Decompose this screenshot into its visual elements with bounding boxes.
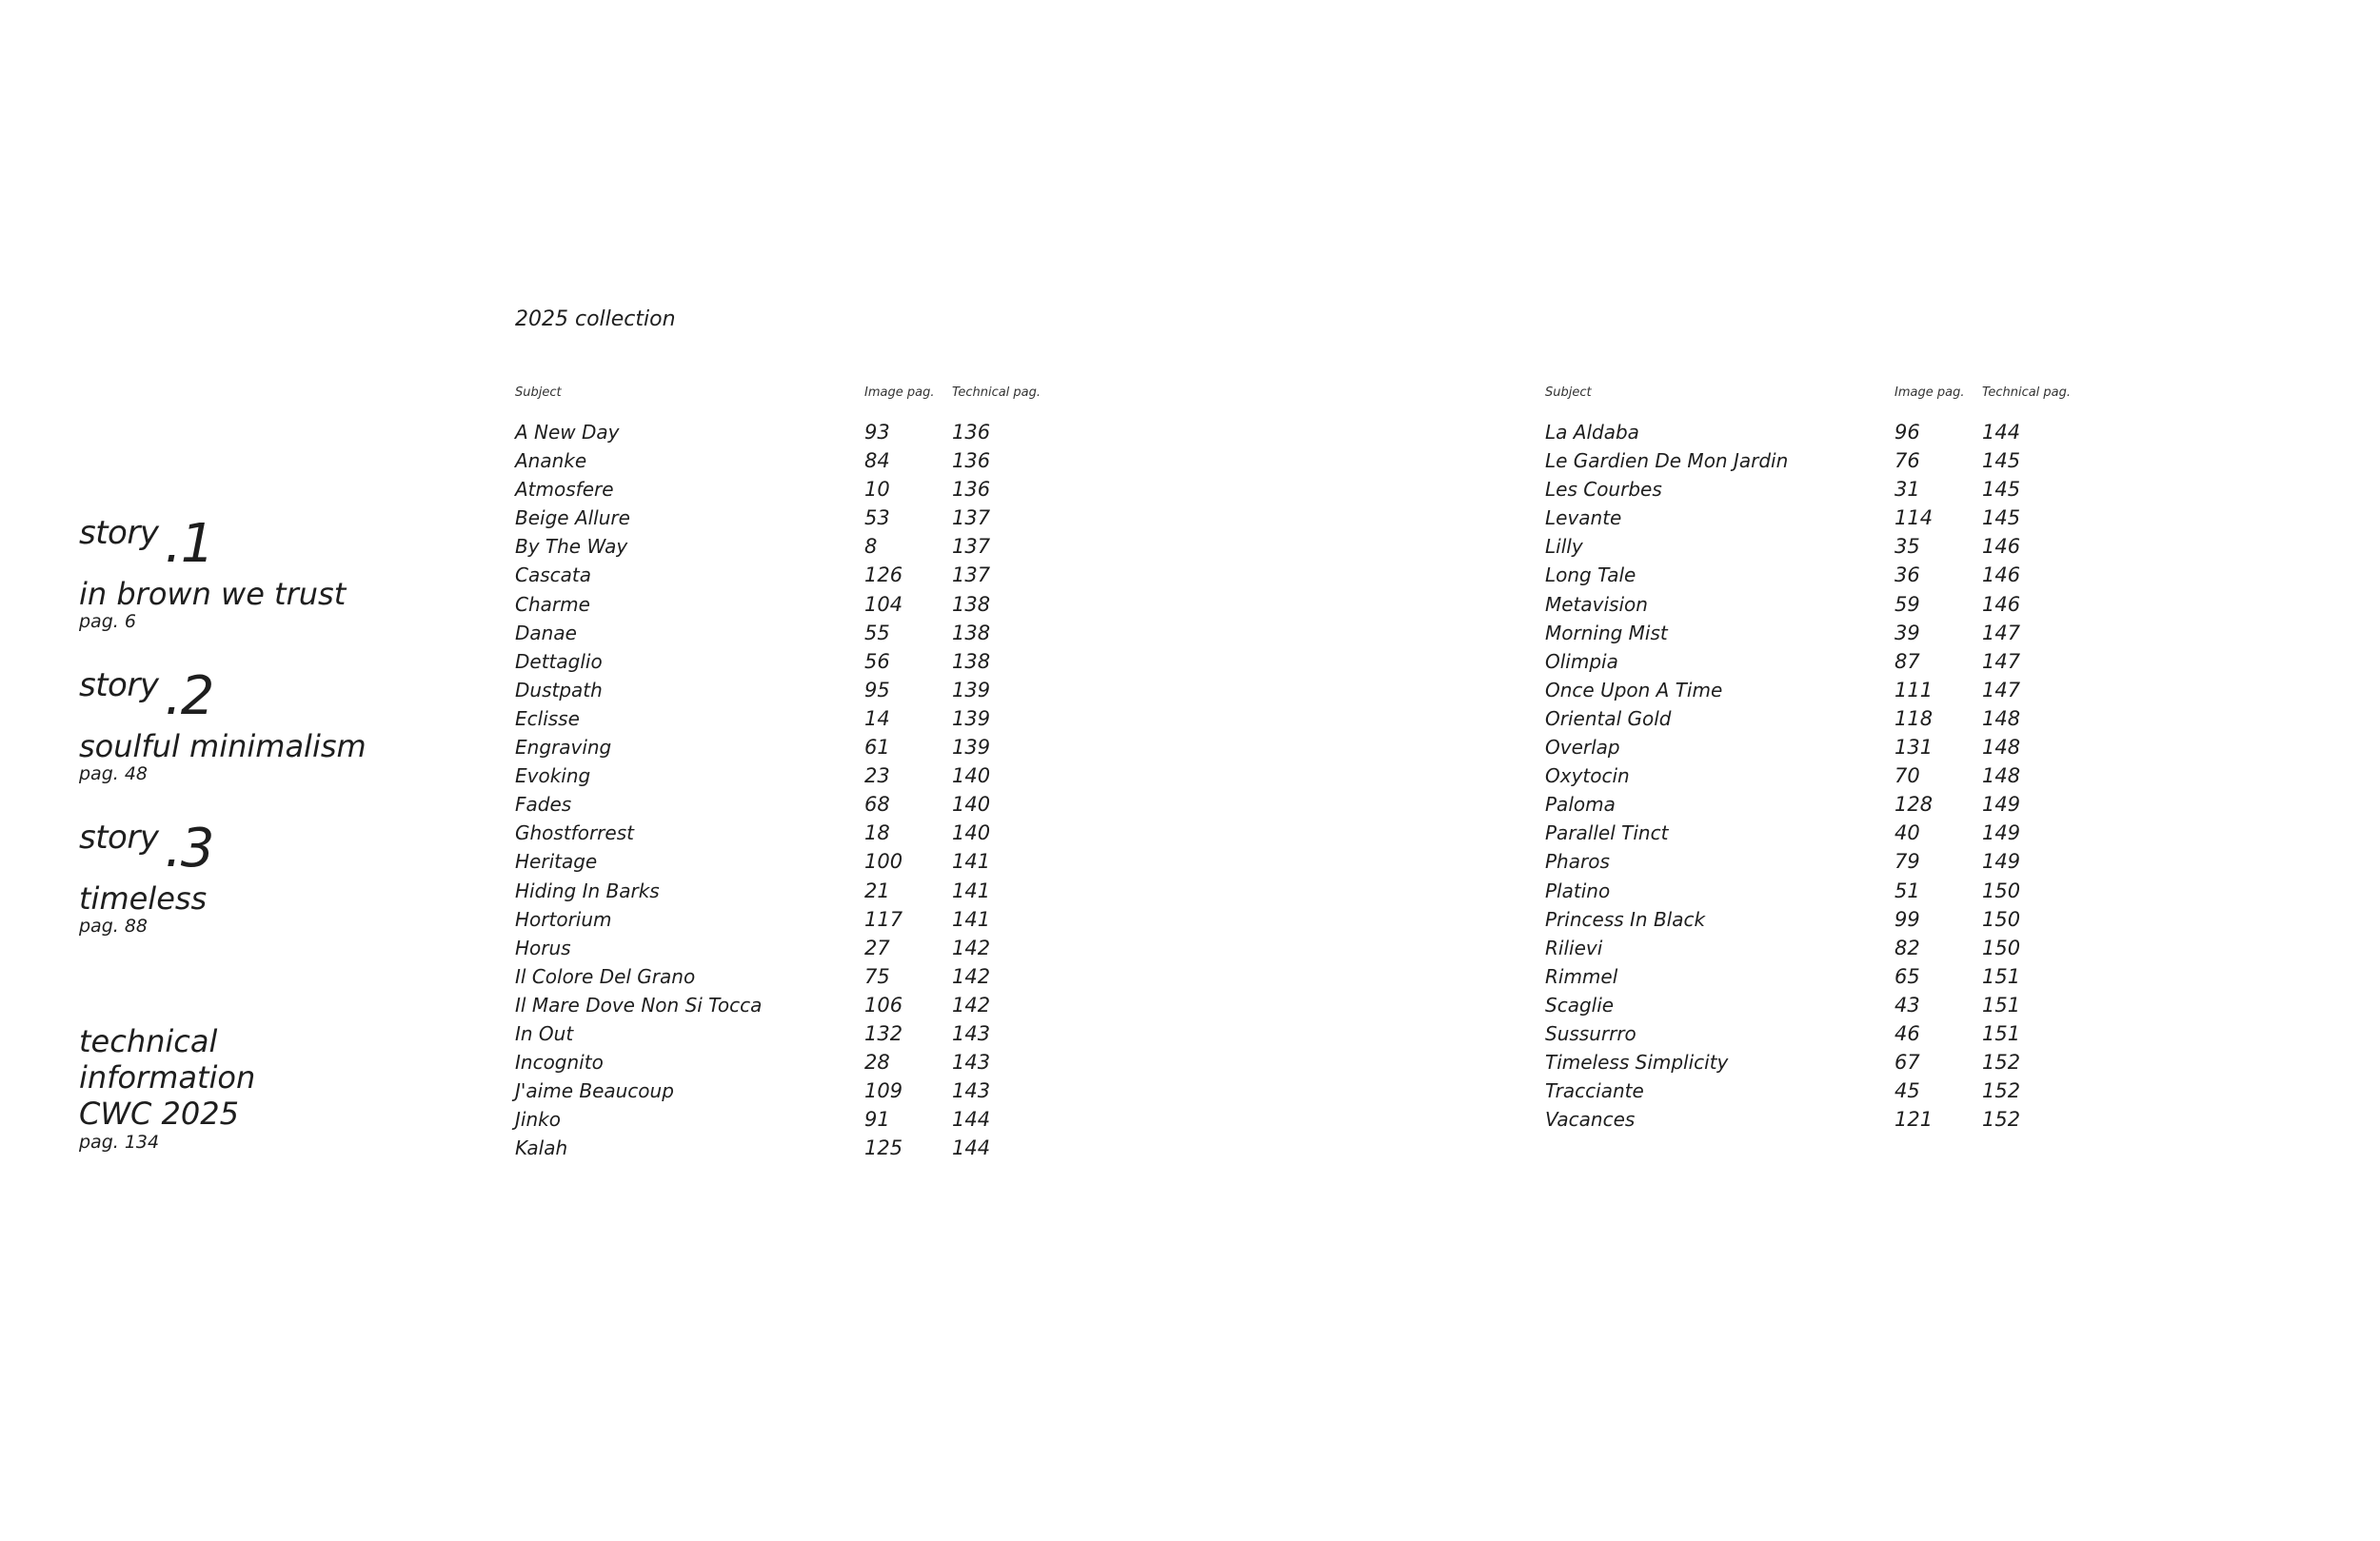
table-row[interactable] — [1545, 793, 2154, 821]
table-row[interactable] — [515, 478, 1124, 506]
technical-page-cell: 146 — [1982, 592, 2021, 616]
technical-page-cell: 139 — [952, 736, 991, 760]
table-row[interactable] — [1545, 707, 2154, 736]
image-page-cell: 100 — [864, 850, 903, 874]
technical-page-cell: 148 — [1982, 736, 2021, 760]
header-image-page: Image pag. — [1894, 385, 1965, 400]
subject-cell: Atmosfere — [515, 478, 614, 502]
subject-cell: Dustpath — [515, 678, 603, 701]
technical-page-cell: 145 — [1982, 506, 2021, 530]
subject-cell: Oxytocin — [1545, 764, 1630, 788]
technical-page-cell: 150 — [1982, 907, 2021, 931]
technical-page-cell: 138 — [952, 592, 991, 616]
table-row[interactable] — [515, 850, 1124, 879]
image-page-cell: 31 — [1894, 478, 1920, 502]
technical-page-cell: 145 — [1982, 449, 2021, 473]
technical-page-cell: 147 — [1982, 678, 2021, 701]
image-page-cell: 132 — [864, 1021, 903, 1045]
subject-cell: Charme — [515, 592, 590, 616]
subject-cell: Il Colore Del Grano — [515, 964, 696, 988]
table-row[interactable] — [1545, 908, 2154, 937]
table-row[interactable] — [515, 937, 1124, 965]
image-page-cell: 36 — [1894, 563, 1920, 587]
technical-page-cell: 142 — [952, 993, 991, 1017]
image-page-cell: 117 — [864, 907, 903, 931]
technical-page-cell: 151 — [1982, 964, 2021, 988]
subject-cell: Rilievi — [1545, 936, 1603, 959]
subject-cell: Overlap — [1545, 736, 1620, 760]
image-page-cell: 114 — [1894, 506, 1934, 530]
technical-page-cell: 144 — [1982, 421, 2021, 444]
table-row[interactable] — [515, 535, 1124, 563]
image-page-cell: 131 — [1894, 736, 1934, 760]
subject-cell: In Out — [515, 1021, 574, 1045]
subject-cell: Heritage — [515, 850, 598, 874]
index-table-left — [515, 385, 1124, 1165]
image-page-cell: 40 — [1894, 821, 1920, 845]
subject-cell: Engraving — [515, 736, 612, 760]
technical-title-line: CWC 2025 — [79, 1096, 239, 1132]
technical-page-cell: 149 — [1982, 850, 2021, 874]
image-page-cell: 14 — [864, 706, 890, 730]
table-row[interactable] — [515, 879, 1124, 908]
image-page-cell: 96 — [1894, 421, 1920, 444]
subject-cell: Tracciante — [1545, 1079, 1644, 1103]
subject-cell: Timeless Simplicity — [1545, 1051, 1729, 1075]
subject-cell: Les Courbes — [1545, 478, 1662, 502]
technical-page-cell: 138 — [952, 621, 991, 644]
technical-title-line: technical — [79, 1023, 218, 1059]
image-page-cell: 68 — [864, 793, 890, 817]
subject-cell: Eclisse — [515, 706, 580, 730]
image-page-cell: 53 — [864, 506, 890, 530]
image-page-cell: 95 — [864, 678, 890, 701]
technical-page-cell: 137 — [952, 535, 991, 559]
table-row[interactable] — [1545, 421, 2154, 449]
table-row[interactable] — [1545, 679, 2154, 707]
image-page-cell: 65 — [1894, 964, 1920, 988]
subject-cell: La Aldaba — [1545, 421, 1639, 444]
technical-page-cell: 147 — [1982, 649, 2021, 673]
subject-cell: Levante — [1545, 506, 1622, 530]
table-row[interactable] — [1545, 650, 2154, 679]
image-page-cell: 91 — [864, 1108, 890, 1132]
subject-cell: Dettaglio — [515, 649, 603, 673]
table-row[interactable] — [515, 821, 1124, 850]
subject-cell: Morning Mist — [1545, 621, 1668, 644]
story-title: timeless — [79, 880, 208, 917]
story-page-ref: pag. 88 — [79, 916, 149, 937]
subject-cell: Evoking — [515, 764, 591, 788]
image-page-cell: 51 — [1894, 879, 1920, 902]
table-row[interactable] — [1545, 622, 2154, 650]
image-page-cell: 39 — [1894, 621, 1920, 644]
image-page-cell: 70 — [1894, 764, 1920, 788]
table-row[interactable] — [1545, 593, 2154, 622]
image-page-cell: 99 — [1894, 907, 1920, 931]
header-technical-page: Technical pag. — [1982, 385, 2072, 400]
story-2-link[interactable] — [79, 666, 422, 784]
image-page-cell: 93 — [864, 421, 890, 444]
table-row[interactable] — [1545, 736, 2154, 764]
image-page-cell: 18 — [864, 821, 890, 845]
table-row[interactable] — [1545, 506, 2154, 535]
story-number: .3 — [165, 818, 214, 879]
image-page-cell: 59 — [1894, 592, 1920, 616]
technical-information-link[interactable] — [79, 1023, 422, 1153]
table-row[interactable] — [1545, 1079, 2154, 1108]
table-row[interactable] — [515, 679, 1124, 707]
image-page-cell: 23 — [864, 764, 890, 788]
subject-cell: Hortorium — [515, 907, 612, 931]
technical-page-cell: 149 — [1982, 793, 2021, 817]
table-row[interactable] — [1545, 879, 2154, 908]
image-page-cell: 125 — [864, 1136, 903, 1160]
technical-page-cell: 137 — [952, 563, 991, 587]
technical-page-cell: 136 — [952, 478, 991, 502]
subject-cell: Long Tale — [1545, 563, 1636, 587]
image-page-cell: 46 — [1894, 1021, 1920, 1045]
image-page-cell: 21 — [864, 879, 890, 902]
image-page-cell: 61 — [864, 736, 890, 760]
subject-cell: Il Mare Dove Non Si Tocca — [515, 993, 763, 1017]
table-body — [515, 421, 1124, 1165]
table-row[interactable] — [1545, 937, 2154, 965]
table-row[interactable] — [515, 506, 1124, 535]
image-page-cell: 106 — [864, 993, 903, 1017]
table-row[interactable] — [515, 650, 1124, 679]
table-row[interactable] — [515, 421, 1124, 449]
table-row[interactable] — [1545, 994, 2154, 1022]
table-row[interactable] — [1545, 1108, 2154, 1136]
table-row[interactable] — [515, 965, 1124, 994]
technical-page-cell: 148 — [1982, 706, 2021, 730]
subject-cell: Oriental Gold — [1545, 706, 1672, 730]
image-page-cell: 104 — [864, 592, 903, 616]
header-subject: Subject — [1545, 385, 1592, 400]
table-row[interactable] — [1545, 1051, 2154, 1079]
table-row[interactable] — [1545, 850, 2154, 879]
technical-page-cell: 136 — [952, 449, 991, 473]
technical-page-cell: 144 — [952, 1108, 991, 1132]
collection-title: 2025 collection — [515, 307, 676, 331]
table-row[interactable] — [515, 563, 1124, 592]
image-page-cell: 111 — [1894, 678, 1934, 701]
table-row[interactable] — [1545, 449, 2154, 478]
technical-page-cell: 136 — [952, 421, 991, 444]
image-page-cell: 84 — [864, 449, 890, 473]
story-number: .2 — [165, 665, 214, 727]
subject-cell: Paloma — [1545, 793, 1616, 817]
subject-cell: Once Upon A Time — [1545, 678, 1723, 701]
technical-page-cell: 137 — [952, 506, 991, 530]
technical-page-cell: 140 — [952, 764, 991, 788]
story-page-ref: pag. 6 — [79, 611, 136, 632]
technical-page-cell: 151 — [1982, 993, 2021, 1017]
story-3-heading — [79, 818, 422, 879]
table-header — [1545, 385, 2154, 405]
technical-page-cell: 139 — [952, 678, 991, 701]
technical-page-cell: 142 — [952, 936, 991, 959]
table-row[interactable] — [1545, 965, 2154, 994]
table-header — [515, 385, 1124, 405]
technical-page-cell: 150 — [1982, 936, 2021, 959]
subject-cell: Beige Allure — [515, 506, 630, 530]
subject-cell: A New Day — [515, 421, 620, 444]
table-row[interactable] — [515, 736, 1124, 764]
image-page-cell: 67 — [1894, 1051, 1920, 1075]
table-row[interactable] — [515, 1051, 1124, 1079]
table-row[interactable] — [515, 622, 1124, 650]
technical-page-cell: 143 — [952, 1021, 991, 1045]
subject-cell: Kalah — [515, 1136, 568, 1160]
table-body — [1545, 421, 2154, 1136]
image-page-cell: 28 — [864, 1051, 890, 1075]
technical-page-ref: pag. 134 — [79, 1132, 160, 1153]
subject-cell: Jinko — [515, 1108, 561, 1132]
subject-cell: By The Way — [515, 535, 628, 559]
header-subject: Subject — [515, 385, 562, 400]
subject-cell: Ananke — [515, 449, 587, 473]
table-row[interactable] — [515, 1136, 1124, 1165]
subject-cell: Lilly — [1545, 535, 1583, 559]
technical-page-cell: 143 — [952, 1051, 991, 1075]
table-row[interactable] — [1545, 535, 2154, 563]
technical-page-cell: 142 — [952, 964, 991, 988]
technical-page-cell: 141 — [952, 907, 991, 931]
story-2-heading — [79, 665, 422, 727]
story-page-ref: pag. 48 — [79, 763, 149, 784]
technical-page-cell: 150 — [1982, 879, 2021, 902]
story-label: story — [79, 514, 159, 552]
subject-cell: Le Gardien De Mon Jardin — [1545, 449, 1789, 473]
image-page-cell: 79 — [1894, 850, 1920, 874]
image-page-cell: 82 — [1894, 936, 1920, 959]
subject-cell: Sussurrro — [1545, 1021, 1636, 1045]
subject-cell: J'aime Beaucoup — [515, 1079, 674, 1103]
subject-cell: Olimpia — [1545, 649, 1618, 673]
technical-page-cell: 139 — [952, 706, 991, 730]
table-row[interactable] — [515, 994, 1124, 1022]
subject-cell: Rimmel — [1545, 964, 1618, 988]
table-row[interactable] — [1545, 1022, 2154, 1051]
story-1-heading — [79, 513, 422, 575]
story-title: soulful minimalism — [79, 728, 367, 764]
table-row[interactable] — [515, 449, 1124, 478]
table-row[interactable] — [515, 908, 1124, 937]
technical-page-cell: 149 — [1982, 821, 2021, 845]
technical-page-cell: 140 — [952, 793, 991, 817]
image-page-cell: 8 — [864, 535, 878, 559]
image-page-cell: 27 — [864, 936, 890, 959]
story-label: story — [79, 666, 159, 704]
table-row[interactable] — [515, 793, 1124, 821]
subject-cell: Incognito — [515, 1051, 604, 1075]
image-page-cell: 43 — [1894, 993, 1920, 1017]
story-1-link[interactable] — [79, 514, 422, 632]
image-page-cell: 126 — [864, 563, 903, 587]
table-row[interactable] — [515, 593, 1124, 622]
technical-page-cell: 151 — [1982, 1021, 2021, 1045]
index-table-right — [1545, 385, 2154, 1136]
header-technical-page: Technical pag. — [952, 385, 1041, 400]
subject-cell: Princess In Black — [1545, 907, 1706, 931]
technical-page-cell: 147 — [1982, 621, 2021, 644]
subject-cell: Horus — [515, 936, 571, 959]
technical-page-cell: 138 — [952, 649, 991, 673]
technical-title-line: information — [79, 1059, 256, 1096]
image-page-cell: 75 — [864, 964, 890, 988]
image-page-cell: 118 — [1894, 706, 1934, 730]
technical-page-cell: 143 — [952, 1079, 991, 1103]
subject-cell: Scaglie — [1545, 993, 1615, 1017]
technical-page-cell: 141 — [952, 850, 991, 874]
subject-cell: Pharos — [1545, 850, 1610, 874]
image-page-cell: 87 — [1894, 649, 1920, 673]
technical-page-cell: 152 — [1982, 1108, 2021, 1132]
technical-page-cell: 148 — [1982, 764, 2021, 788]
technical-page-cell: 152 — [1982, 1051, 2021, 1075]
image-page-cell: 56 — [864, 649, 890, 673]
subject-cell: Danae — [515, 621, 577, 644]
image-page-cell: 121 — [1894, 1108, 1934, 1132]
image-page-cell: 10 — [864, 478, 890, 502]
table-row[interactable] — [1545, 563, 2154, 592]
image-page-cell: 45 — [1894, 1079, 1920, 1103]
technical-page-cell: 146 — [1982, 535, 2021, 559]
image-page-cell: 109 — [864, 1079, 903, 1103]
subject-cell: Metavision — [1545, 592, 1648, 616]
table-row[interactable] — [1545, 478, 2154, 506]
technical-page-cell: 146 — [1982, 563, 2021, 587]
technical-page-cell: 145 — [1982, 478, 2021, 502]
subject-cell: Parallel Tinct — [1545, 821, 1669, 845]
subject-cell: Vacances — [1545, 1108, 1636, 1132]
table-row[interactable] — [515, 707, 1124, 736]
subject-cell: Fades — [515, 793, 572, 817]
technical-page-cell: 141 — [952, 879, 991, 902]
story-label: story — [79, 819, 159, 857]
story-title: in brown we trust — [79, 576, 347, 612]
subject-cell: Ghostforrest — [515, 821, 634, 845]
table-row[interactable] — [1545, 821, 2154, 850]
header-image-page: Image pag. — [864, 385, 935, 400]
table-row[interactable] — [1545, 764, 2154, 793]
subject-cell: Hiding In Barks — [515, 879, 660, 902]
subject-cell: Cascata — [515, 563, 591, 587]
table-row[interactable] — [515, 764, 1124, 793]
subject-cell: Platino — [1545, 879, 1611, 902]
table-row[interactable] — [515, 1022, 1124, 1051]
image-page-cell: 76 — [1894, 449, 1920, 473]
technical-page-cell: 140 — [952, 821, 991, 845]
technical-page-cell: 144 — [952, 1136, 991, 1160]
technical-page-cell: 152 — [1982, 1079, 2021, 1103]
story-3-link[interactable] — [79, 819, 422, 937]
table-row[interactable] — [515, 1108, 1124, 1136]
image-page-cell: 128 — [1894, 793, 1934, 817]
table-row[interactable] — [515, 1079, 1124, 1108]
image-page-cell: 35 — [1894, 535, 1920, 559]
image-page-cell: 55 — [864, 621, 890, 644]
story-number: .1 — [165, 513, 214, 575]
